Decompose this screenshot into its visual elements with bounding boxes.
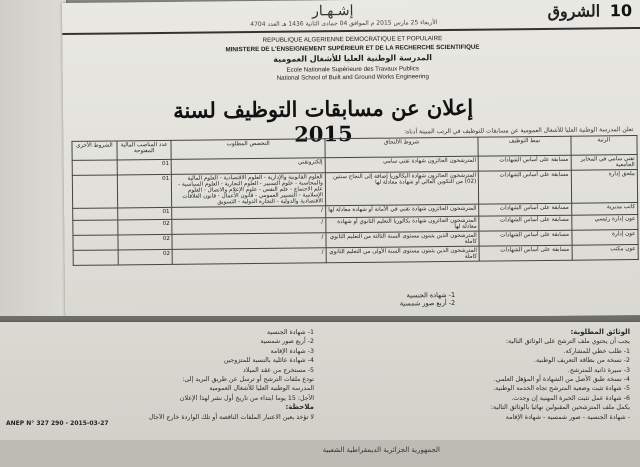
cell-grade: كاتب مديرية	[571, 203, 638, 216]
cell-conditions: المترشحون الحائزون شهادة تقني في الأمانة أو شهادة معادلة لها	[326, 204, 480, 218]
header-conditions: شروط الالتحاق	[325, 137, 479, 158]
cell-other	[72, 160, 117, 175]
cell-speciality: /	[172, 218, 326, 235]
cell-conditions: المترشحون الذين يثبتون مستوى السنة الأولى من التعليم الثانوي كاملة	[326, 246, 480, 263]
header-posts: عدد المناصب المالية المفتوحة	[117, 140, 172, 160]
header-other: الشروط الأخرى	[72, 141, 117, 160]
text-line: 4- نسخة طبق الأصل من الشهادة أو المؤهل العلمي.	[493, 376, 630, 384]
date-line: الأربعاء 25 مارس 2015 م الموافق 04 جمادى الثانية 1436 هـ العدد 4704	[250, 19, 438, 29]
cell-mode: مسابقة على أساس الشهادات	[479, 215, 571, 231]
header-mode: نمط التوظيف	[478, 136, 570, 156]
cell-mode: مسابقة على أساس الشهادات	[479, 170, 572, 204]
bottom-strip	[0, 440, 640, 467]
cell-posts: 01	[117, 207, 172, 220]
header-speciality: التخصص المطلوب	[171, 139, 325, 160]
cell-other	[73, 208, 118, 220]
text-line: تودع ملفات الترشح أو ترسل عن طريق البريد إلى:	[182, 376, 314, 384]
cell-conditions: المترشحون الحائزون شهادة البكالوريا إضافة إلى النجاح سنتين (02) من التكوين العالي أو شهادة معادلة لها	[325, 171, 479, 206]
text-line: يكمل ملف المترشحين المقبولين نهائيا بالوثائق التالية:	[490, 404, 630, 412]
cell-posts: 02	[118, 249, 173, 265]
announcement-title: إعلان عن مسابقات التوظيف لسنة 2015	[172, 94, 474, 147]
cell-conditions: المترشحون الحائزون شهادة بكالوريا التعليم الثانوي أو شهادة معادلة لها	[326, 216, 480, 233]
text-line: 2- أربع صور شمسية	[260, 338, 314, 346]
school-name-fr: Ecole Nationale Supérieure des Travaux Publics	[286, 65, 419, 74]
cell-posts: 02	[118, 234, 173, 250]
cell-mode: مسابقة على أساس الشهادات	[478, 155, 570, 171]
cell-other	[73, 220, 118, 235]
cell-grade: عون إدارة رئيسي	[571, 215, 638, 231]
cell-speciality: إلكتروتقني	[172, 158, 326, 175]
recruitment-table	[71, 135, 638, 266]
anep-stamp: ANEP N° 327 290 - 2015-03-27	[6, 420, 109, 427]
header-grade: الرتبة	[570, 136, 637, 156]
text-line: المدرسة الوطنية العليا للأشغال العمومية	[209, 385, 314, 393]
doc-item: 2- أربع صور شمسية	[399, 298, 456, 308]
text-line: 4- شهادة عائلية بالنسبة للمتزوجين	[223, 357, 314, 365]
cell-speciality: العلوم القانونية والإدارية - العلوم الاقتصادية - العلوم المالية والمحاسبة - علوم التسيير - العلوم التجارية - العلوم السياسية - علم الاجتماع - علم النفس - علوم الإعلام والاتصال - العلوم الإسلامية - التسيير العمومي - قانون الأعمال - قانون العلاقات الاقتصادية والدولية - التجارة الدولية - التسويق	[172, 173, 326, 208]
text-line: 6- شهادة عمل تثبت الخبرة المهنية إن وجدت.	[511, 394, 630, 402]
text-line: - شهادة الجنسية - صور شمسية - شهادة الإقامة	[505, 413, 630, 421]
text-line: يجب أن يحتوي ملف الترشح على الوثائق التالية:	[505, 338, 630, 346]
announcement-intro: تعلن المدرسة الوطنية العليا للأشغال العمومية عن مسابقات للتوظيف في الرتب المبينة أدناه:	[404, 126, 634, 136]
school-name-en: National School of Built and Ground Works Engineering	[276, 73, 429, 82]
left-newspaper-page	[0, 0, 66, 318]
text-line: الأجل: 15 يوما ابتداء من تاريخ أول نشر لهذا الإعلان	[179, 394, 314, 402]
bottom-right-column	[330, 328, 630, 422]
cell-speciality: /	[173, 248, 327, 265]
text-line: 5- مستخرج من عقد الميلاد	[243, 366, 314, 374]
cell-other	[73, 250, 118, 265]
cell-grade: عون إدارة	[571, 230, 638, 246]
cell-posts: 01	[117, 174, 172, 208]
text-line: 5- شهادة تثبت وضعية المترشح تجاه الخدمة الوطنية.	[493, 385, 630, 393]
doc-item: 1- شهادة الجنسية	[406, 290, 456, 300]
ad-logo: إشـهـار	[312, 2, 354, 20]
text-line: 3- سيرة ذاتية للمترشح.	[567, 366, 630, 374]
cell-speciality: /	[172, 233, 326, 250]
cell-conditions: المترشحون الذين يثبتون مستوى السنة الثالثة من التعليم الثانوي كاملة	[326, 231, 480, 248]
republic-line: REPUBLIQUE ALGERIENNE DEMOCRATIQUE ET POPULAIRE	[262, 35, 443, 44]
required-documents-snippet	[335, 291, 455, 308]
cell-speciality: /	[172, 206, 326, 220]
ministry-line: MINISTERE DE L'ENSEIGNEMENT SUPÉRIEUR ET DE LA RECHERCHE SCIENTIFIQUE	[225, 43, 480, 54]
section-heading: ملاحظة:	[285, 403, 314, 412]
text-line: لا تؤخذ بعين الاعتبار الملفات الناقصة أو تلك الواردة خارج الآجال	[148, 413, 314, 421]
cell-mode: مسابقة على أساس الشهادات	[479, 230, 571, 246]
text-line: 1- شهادة الجنسية	[266, 329, 314, 336]
newspaper-header	[62, 0, 640, 35]
cell-grade: ملحق إدارة	[571, 170, 638, 204]
cell-other	[72, 175, 117, 208]
cell-other	[73, 235, 118, 250]
cell-conditions: المترشحون الحائزون شهادة تقني سامي	[325, 156, 479, 173]
text-line: 1- طلب خطي للمشاركة.	[563, 347, 630, 355]
page-number: 10	[609, 1, 633, 21]
footer-line: الجمهورية الجزائرية الديمقراطية الشعبية	[322, 446, 440, 454]
text-line: 3- شهادة الإقامة	[270, 347, 314, 355]
section-heading: الوثائق المطلوبة:	[570, 328, 630, 336]
text-line: 2- نسخة من بطاقة التعريف الوطنية.	[534, 357, 630, 365]
cell-posts: 01	[117, 159, 172, 175]
cell-posts: 02	[118, 219, 173, 235]
cell-grade: تقني سامي في المخابر الجامعية	[571, 155, 638, 171]
bottom-left-column	[14, 328, 314, 422]
school-name-ar: المدرسة الوطنية العليا للأشغال العمومية	[273, 53, 433, 64]
cell-mode: مسابقة على أساس الشهادات	[479, 203, 571, 216]
cell-grade: عون مكتب	[572, 245, 639, 261]
cell-mode: مسابقة على أساس الشهادات	[479, 245, 571, 261]
announcement-page	[62, 0, 640, 321]
masthead: الشروق	[547, 1, 601, 21]
